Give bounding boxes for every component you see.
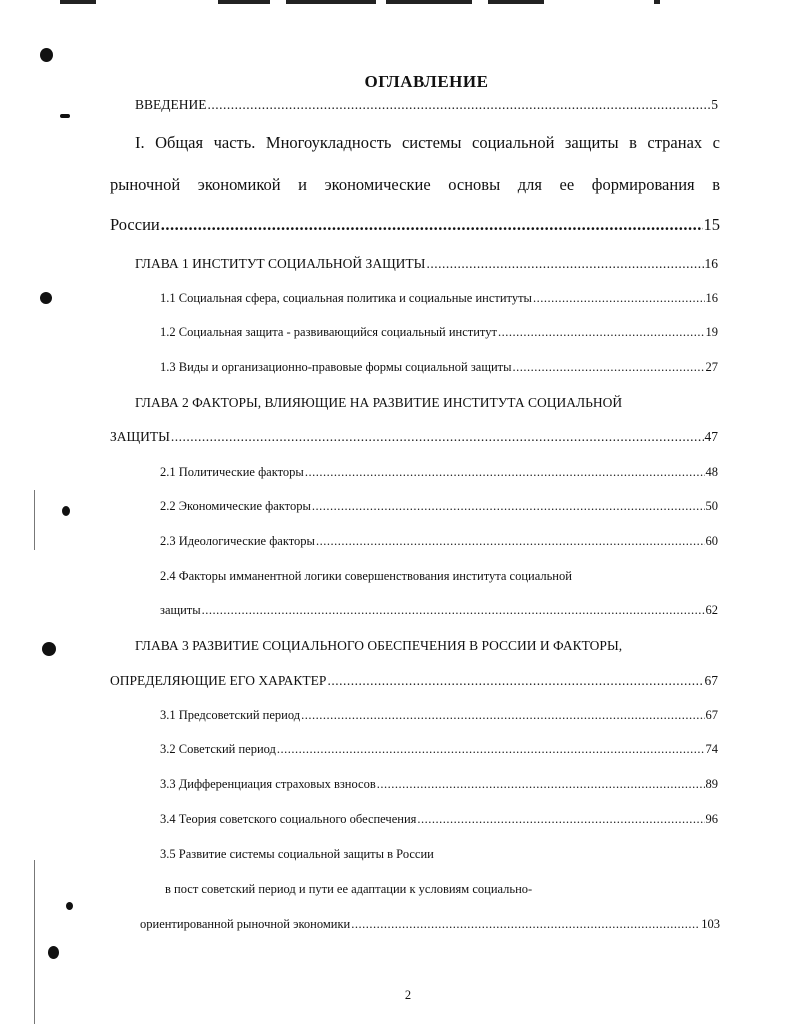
page-number: 2 [404, 988, 412, 1002]
toc-entry-label: ОПРЕДЕЛЯЮЩИЕ ЕГО ХАРАКТЕР [110, 673, 327, 688]
toc-entry-label: России [110, 215, 160, 234]
toc-ch2-line1: ГЛАВА 2 ФАКТОРЫ, ВЛИЯЮЩИЕ НА РАЗВИТИЕ ИНСТИТУТА СОЦИАЛЬНОЙ [135, 395, 623, 410]
toc-entry-page: 62 [705, 603, 718, 617]
scan-spot [48, 946, 59, 959]
leader-dots [312, 499, 705, 514]
leader-dots [417, 812, 704, 827]
toc-entry-label: 2.2 Экономические факторы [160, 499, 311, 513]
toc-part1-line1: I. Общая часть. Многоукладность системы социальной защиты в странах с [135, 133, 720, 152]
toc-entry-ch1 [135, 256, 718, 272]
toc-entry-page: 96 [705, 812, 718, 826]
scan-spot [66, 902, 73, 910]
toc-entry-page: 89 [705, 777, 718, 791]
toc-entry-page: 16 [705, 291, 718, 305]
toc-entry-s3-2 [160, 742, 718, 757]
leader-dots [351, 917, 700, 932]
toc-entry-label: 1.3 Виды и организационно-правовые формы социальной защиты [160, 360, 512, 374]
toc-entry-label: ЗАЩИТЫ [110, 429, 170, 444]
toc-part1-line2: рыночной экономикой и экономические основы для ее формирования в [110, 175, 720, 194]
toc-entry-page: 15 [703, 215, 720, 234]
toc-entry-label: ВВЕДЕНИЕ [135, 97, 207, 112]
scan-spot [40, 292, 52, 304]
toc-entry-page: 48 [705, 465, 718, 479]
toc-entry-label: ГЛАВА 1 ИНСТИТУТ СОЦИАЛЬНОЙ ЗАЩИТЫ [135, 256, 426, 271]
scan-spot [62, 506, 70, 516]
leader-dots [277, 742, 705, 757]
toc-entry-page: 74 [705, 742, 718, 756]
toc-entry-s3-3 [160, 777, 718, 792]
toc-entry-page: 5 [711, 97, 718, 112]
scan-mark [286, 0, 376, 4]
leader-dots [161, 215, 703, 235]
toc-entry-label: 3.2 Советский период [160, 742, 276, 756]
leader-dots [327, 673, 703, 689]
toc-entry-label: 3.4 Теория советского социального обеспечения [160, 812, 417, 826]
toc-entry-page: 16 [704, 256, 718, 271]
leader-dots [533, 291, 705, 306]
toc-entry-label: 2.3 Идеологические факторы [160, 534, 315, 548]
toc-entry-page: 60 [705, 534, 718, 548]
toc-entry-s1-2 [160, 325, 718, 340]
toc-entry-page: 67 [704, 673, 718, 688]
scan-mark [386, 0, 472, 4]
page-title: ОГЛАВЛЕНИЕ [364, 72, 489, 91]
scan-spot [40, 48, 53, 62]
scan-line [34, 490, 35, 550]
toc-entry-s2-3 [160, 534, 718, 549]
toc-entry-page: 50 [705, 499, 718, 513]
toc-entry-label: ориентированной рыночной экономики [140, 917, 351, 931]
toc-entry-s1-3 [160, 360, 718, 375]
leader-dots [377, 777, 705, 792]
toc-entry-label: 1.1 Социальная сфера, социальная политика и социальные институты [160, 291, 532, 305]
toc-entry-label: защиты [160, 603, 201, 617]
toc-entry-page: 27 [705, 360, 718, 374]
scan-spot [42, 642, 56, 656]
toc-ch3-line1: ГЛАВА 3 РАЗВИТИЕ СОЦИАЛЬНОГО ОБЕСПЕЧЕНИЯ В РОССИИ И ФАКТОРЫ, [135, 638, 623, 653]
leader-dots [207, 97, 710, 113]
toc-entry-label: 3.1 Предсоветский период [160, 708, 301, 722]
toc-entry-s2-2 [160, 499, 718, 514]
scan-mark [60, 0, 96, 4]
leader-dots [305, 465, 705, 480]
scan-mark [218, 0, 270, 4]
toc-entry-label: 3.3 Дифференциация страховых взносов [160, 777, 376, 791]
leader-dots [498, 325, 705, 340]
toc-entry-s2-4 [160, 603, 718, 618]
leader-dots [513, 360, 705, 375]
toc-entry-label: 1.2 Социальная защита - развивающийся социальный институт [160, 325, 497, 339]
toc-s3-5-line1: 3.5 Развитие системы социальной защиты в России [160, 847, 434, 861]
leader-dots [301, 708, 704, 723]
toc-entry-ch2 [110, 429, 718, 445]
toc-s3-5-line2: в пост советский период и пути ее адаптации к условиям социально- [165, 882, 533, 896]
toc-s2-4-line1: 2.4 Факторы имманентной логики совершенствования института социальной [160, 569, 572, 583]
toc-entry-s3-5 [140, 917, 720, 932]
scan-mark [488, 0, 544, 4]
leader-dots [202, 603, 705, 618]
toc-entry-s3-4 [160, 812, 718, 827]
toc-entry-part1 [110, 215, 720, 235]
scan-mark [654, 0, 660, 4]
toc-entry-s3-1 [160, 708, 718, 723]
toc-entry-ch3 [110, 673, 718, 689]
toc-entry-s1-1 [160, 291, 718, 306]
toc-entry-s2-1 [160, 465, 718, 480]
toc-entry-page: 19 [705, 325, 718, 339]
leader-dots [171, 429, 704, 445]
leader-dots [316, 534, 705, 549]
toc-entry-page: 47 [704, 429, 718, 444]
toc-entry-label: 2.1 Политические факторы [160, 465, 304, 479]
toc-entry-intro [135, 97, 718, 113]
leader-dots [426, 256, 703, 272]
toc-entry-page: 67 [705, 708, 718, 722]
toc-entry-page: 103 [701, 917, 720, 931]
scan-spot [60, 114, 70, 118]
